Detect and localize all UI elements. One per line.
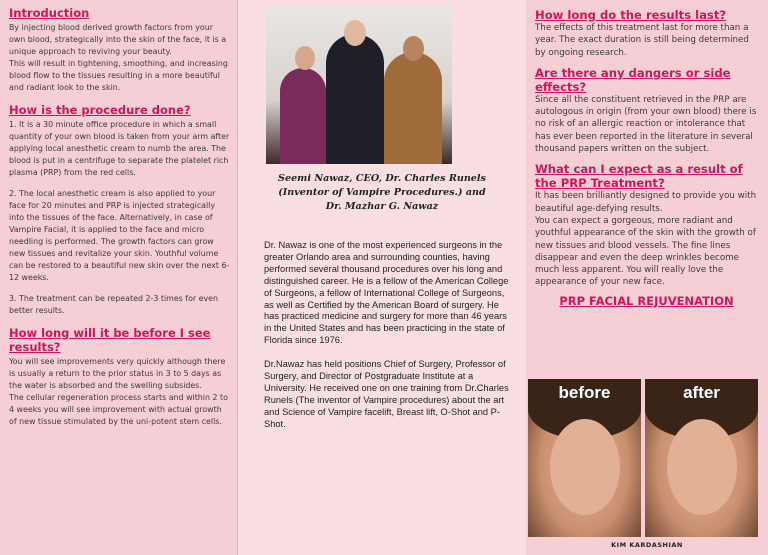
after-label: after <box>683 383 720 402</box>
after-photo <box>645 379 758 537</box>
doctor-bio <box>264 240 514 443</box>
procedure-step-3: 3. The treatment can be repeated 2-3 times for even better results. <box>9 294 219 315</box>
photo-caption <box>238 172 526 214</box>
group-photo <box>266 6 452 164</box>
bio-paragraph-1: Dr. Nawaz is one of the most experienced surgeons in the greater Orlando area and surrounding counties, having performed several thousand procedures over his long and distinguished career. He is a fellow of the American College of Surgeons, a fellow of International College of Surgeons, as well as Certified by the American Board of surgery. He has practiced medicine and surgery for more than 46 years in the United States and has been practicing in the state of Florida since 1976. <box>264 240 509 346</box>
before-photo <box>528 379 641 537</box>
procedure-step-2: 2. The local anesthetic cream is also applied to your face for 20 minutes and PRP is injected strategically into the tissues of the face. Alternatively, in case of Vampire Facial, it is applied to the face and micro needling is performed. The growth factors can grow new tissues and revitalize your skin. Youthful volume can be restored to a beautiful new skin over the next 6-12 weeks. <box>9 189 230 282</box>
photo-person-right <box>384 52 442 164</box>
caption-line-2: (Inventor of Vampire Procedures.) and <box>278 187 486 198</box>
intro-paragraph-2: This will result in tightening, smoothing, and increasing blood flow to the tissues resulting in a more beautiful and radiant look to the skin. <box>9 59 228 92</box>
results-last-paragraph: The effects of this treatment last for more than a year. The exact duration is still being determined by ongoing research. <box>535 23 749 58</box>
dangers-paragraph: Since all the constituent retrieved in the PRP are autologous in origin (from your own blood) there is no risk of an allergic reaction or intolerance that has ever been reported in the literature in several thousand papers written on the subject. <box>535 94 757 155</box>
middle-column <box>238 0 526 555</box>
caption-line-1: Seemi Nawaz, CEO, Dr. Charles Runels <box>278 173 486 184</box>
expect-paragraph-1: It has been brilliantly designed to provide you with beautiful age-defying results. <box>535 191 757 214</box>
results-last-heading: How long do the results last? <box>535 8 727 22</box>
procedure-step-1: 1. It is a 30 minute office procedure in which a small quantity of your own blood is taken from your arm after applying local anesthetic cream to numb the area. The blood is put in a centrifuge to separate the platelet rich plasma (PRP) from the red cells. <box>9 120 230 177</box>
expect-paragraph-2: You can expect a gorgeous, more radiant and youthful appearance of the skin with the growth of new tissues and blood vessels. The fine lines disappear and even the deep wrinkles become much less apparent. You will really love the appearance of your new face. <box>535 215 756 288</box>
left-column <box>0 0 238 555</box>
results-paragraph-2: The cellular regeneration process starts and within 2 to 4 weeks you will see improvement with actual growth of new tissue stimulated by the uni-potent stem cells. <box>9 393 228 426</box>
procedure-heading: How is the procedure done? <box>9 103 191 117</box>
intro-paragraph-1: By injecting blood derived growth factors from your own blood, strategically into the skin of the face, it is a unique approach to reviving your beauty. <box>9 23 227 56</box>
photo-person-left <box>280 68 326 164</box>
expect-heading: What can I expect as a result of the PRP Treatment? <box>535 162 743 191</box>
results-paragraph-1: You will see improvements very quickly although there is usually a return to the prior status in 3 to 5 days as the water is absorbed and the swelling subsides. <box>9 357 226 390</box>
dangers-heading: Are there any dangers or side effects? <box>535 65 731 94</box>
before-after-photo <box>528 379 759 537</box>
intro-heading: Introduction <box>9 6 90 20</box>
before-label: before <box>558 383 611 402</box>
bio-paragraph-2: Dr.Nawaz has held positions Chief of Surgery, Professor of Surgery, and Director of Postgraduate Institute at a University. He received one on one training from Dr.Charles Runels (The inventor of Vampire procedures) about the art and Science of Vampire facelift, Breast lift, O-Shot and P-Shot. <box>264 359 509 429</box>
caption-line-3: Dr. Mazhar G. Nawaz <box>325 201 439 212</box>
photo-person-center <box>326 34 384 164</box>
results-heading: How long will it be before I see results? <box>9 326 211 354</box>
prp-title: PRP FACIAL REJUVENATION <box>559 293 734 308</box>
photo-credit: KIM KARDASHIAN <box>611 541 683 549</box>
